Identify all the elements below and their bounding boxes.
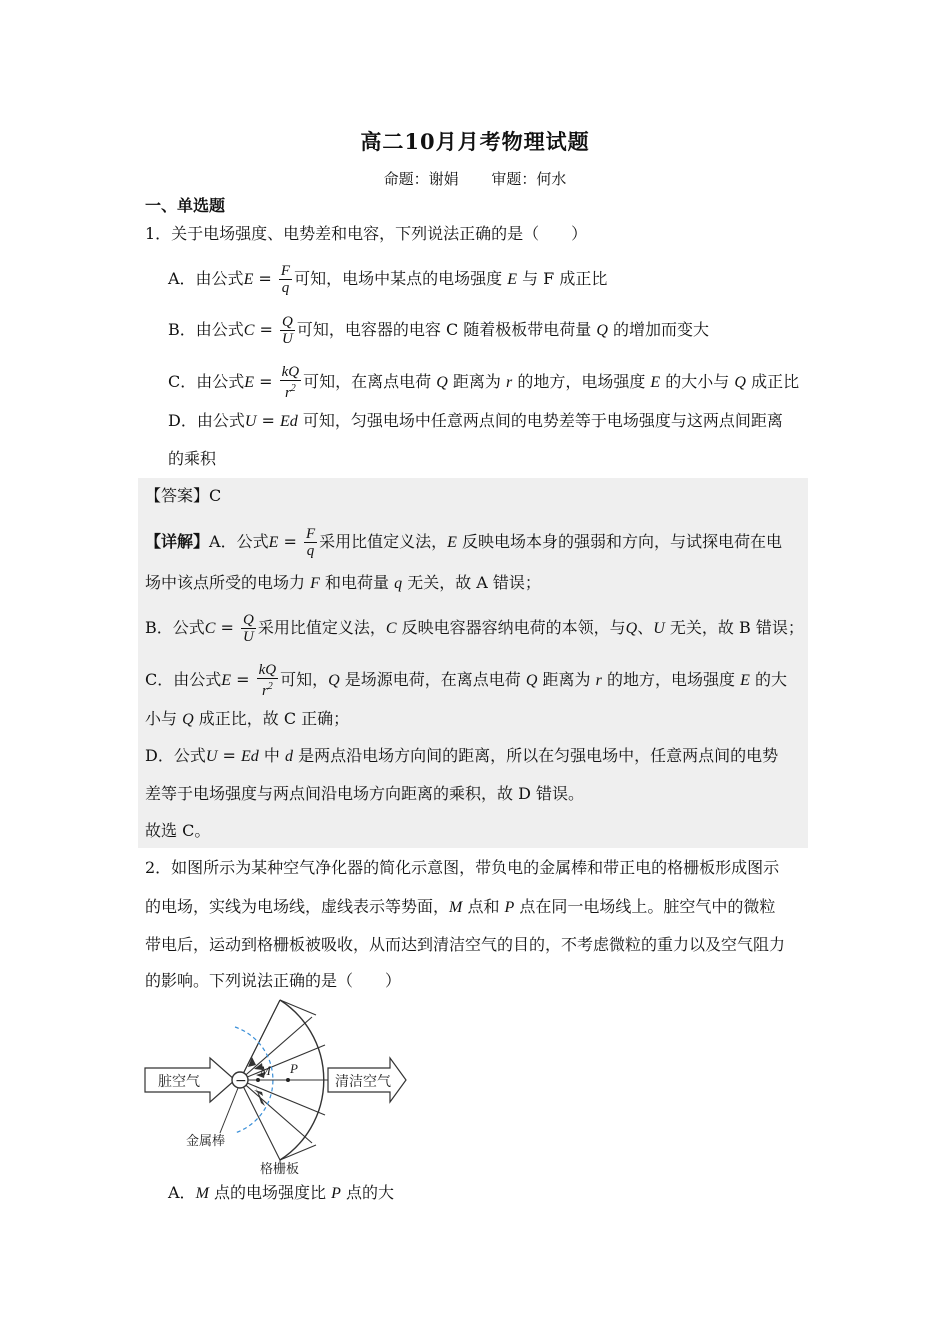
- point-p-dot: [286, 1078, 290, 1082]
- q2-line3: 带电后，运动到格栅板被吸收，从而达到清洁空气的目的，不考虑微粒的重力以及空气阻力: [145, 935, 786, 954]
- setter: 命题：谢娟: [383, 170, 459, 188]
- authors-line: [0, 168, 950, 189]
- grid-plate-label: 格栅板: [260, 1162, 300, 1175]
- detail-b-line: B．公式C = $\frac{Q}{U}$ 采用比值定义法，C 反映电容器容纳电荷的本领，与Q、U 无关，故 B 错误；: [145, 612, 804, 645]
- detail-a-line1: 【详解】A．公式E = $\frac{F}{q}$ 采用比值定义法，E 反映电场本身的强弱和方向，与试探电荷在电: [145, 526, 783, 559]
- reviewer: 审题：何水: [491, 170, 567, 188]
- detail-c-line2: 小与 Q 成正比，故 C 正确；: [145, 709, 350, 728]
- formula-f-over-q: $\frac{F}{q}$: [280, 263, 291, 296]
- page-title: 高二10月月考物理试题: [360, 129, 590, 154]
- q1-option-b: B．由公式C = $\frac{Q}{U}$ 可知，电容器的电容 C 随着极板带电荷量 Q 的增加而变大: [168, 314, 710, 347]
- answer-line: 【答案】C: [145, 486, 222, 505]
- q1-option-a: A．由公式E = $\frac{F}{q}$ 可知，电场中某点的电场强度 E 与 F 成正比: [168, 263, 608, 296]
- q2-line4: 的影响。下列说法正确的是（ ）: [145, 971, 402, 990]
- q1-stem: 1．关于电场强度、电势差和电容，下列说法正确的是（ ）: [145, 224, 588, 243]
- q2-line1: 2．如图所示为某种空气净化器的简化示意图，带负电的金属棒和带正电的格栅板形成图示: [145, 858, 780, 877]
- conclusion: 故选 C。: [145, 821, 211, 840]
- point-p-label: P: [290, 1061, 298, 1076]
- clean-air-label: 清洁空气: [335, 1074, 391, 1090]
- formula-q-over-u: $\frac{Q}{U}$: [282, 314, 293, 347]
- point-m-dot: [256, 1078, 260, 1082]
- section-title: 一、单选题: [145, 196, 226, 215]
- q1-option-c: C．由公式E = $\frac{kQ}{r^2}$ 可知，在离点电荷 Q 距离为 r 的地方，电场强度 E 的大小与 Q 成正比: [168, 364, 800, 401]
- detail-d-line2: 差等于电场强度与两点间沿电场方向距离的乘积，故 D 错误。: [145, 784, 585, 803]
- point-m-label: M: [260, 1063, 271, 1078]
- dirty-air-label: 脏空气: [158, 1074, 200, 1090]
- metal-rod-label: 金属棒: [186, 1134, 226, 1149]
- formula-kq-over-r2: $\frac{kQ}{r^2}$: [281, 364, 300, 401]
- q2-line2: 的电场，实线为电场线，虚线表示等势面，M 点和 P 点在同一电场线上。脏空气中的微粒: [145, 897, 776, 916]
- detail-c-line1: C．由公式E = $\frac{kQ}{r^2}$ 可知，Q 是场源电荷，在离点电荷 Q 距离为 r 的地方，电场强度 E 的大: [145, 662, 787, 699]
- air-purifier-diagram: [140, 995, 410, 1175]
- detail-a-line2: 场中该点所受的电场力 F 和电荷量 q 无关，故 A 错误；: [145, 573, 541, 592]
- detail-d-line1: D．公式U = Ed 中 d 是两点沿电场方向间的距离，所以在匀强电场中，任意两点间的电势: [145, 746, 779, 765]
- q1-option-d-line2: 的乘积: [168, 449, 217, 468]
- q2-option-a: A．M 点的电场强度比 P 点的大: [168, 1183, 394, 1202]
- minus-sign: −: [235, 1073, 247, 1089]
- q1-option-d: D．由公式U = Ed 可知，匀强电场中任意两点间的电势差等于电场强度与这两点间距离: [168, 411, 783, 430]
